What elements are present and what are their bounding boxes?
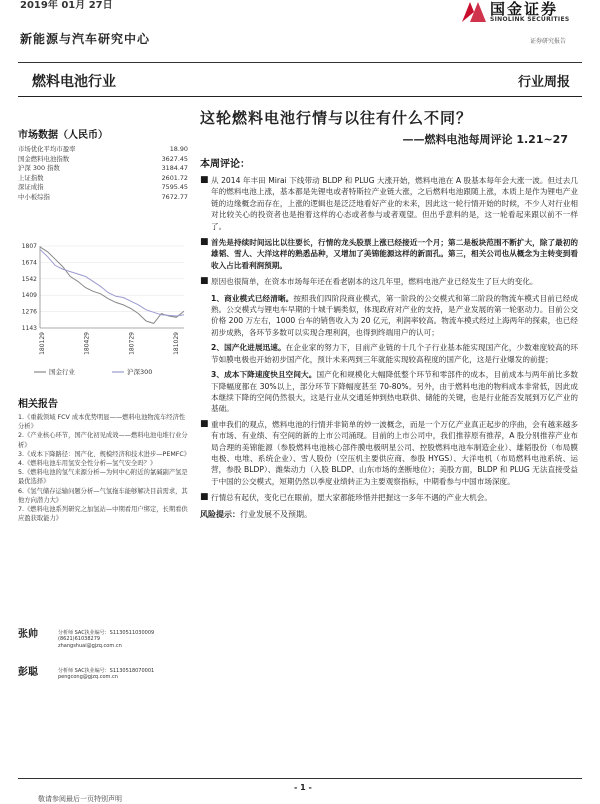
author-phone: (8621)61038279 bbox=[58, 636, 101, 642]
market-value: 2601.72 bbox=[161, 173, 188, 182]
sub-point-text: 按照我们四阶段商业模式，第一阶段的公交模式和第二阶段的物流车模式目前已经成熟。公交模式与锂电车早期的十城千辆类似，体现政府对产业的支持，是产业发展的第一轮驱动力。目前公交价格 200 万左右，1000 台车的销售收入为 20 亿元，利润率较高。物流车模式经过上海两年的探索，也已经初步成熟，各环节多数可以实现合理利润，也得到终端用户的认可； bbox=[211, 293, 578, 337]
market-value: 7672.77 bbox=[161, 192, 188, 201]
bullet-icon: ■ bbox=[200, 418, 209, 429]
market-row bbox=[18, 164, 188, 174]
paragraph-text: 行情总有起伏，变化已在眼前，愿大家都能珍惜并把握这一多年不遇的产业大机会。 bbox=[211, 493, 492, 503]
company-logo bbox=[460, 0, 590, 34]
market-row bbox=[18, 174, 188, 184]
sub-point-title: 2、国产化进展迅速。 bbox=[211, 343, 286, 353]
paragraph bbox=[200, 237, 578, 271]
paragraph bbox=[200, 419, 578, 487]
chart-legend-label: 沪深300 bbox=[127, 368, 153, 376]
bullet-icon: ■ bbox=[200, 237, 209, 248]
market-row bbox=[18, 183, 188, 193]
author-name: 张帅 bbox=[18, 629, 38, 640]
market-row bbox=[18, 193, 188, 203]
author-role: 分析师 SAC执业编号：S1130518070001 bbox=[58, 668, 155, 674]
market-label: 中小板综指 bbox=[18, 192, 50, 201]
header-divider bbox=[18, 62, 582, 63]
report-subtitle: ——燃料电池每周评论 1.21~27 bbox=[402, 133, 568, 146]
related-report-item[interactable]: 6.《氢气储存运输问题分析—气氢拖车能够解决目前需求，其他方向潜力大》 bbox=[18, 487, 188, 504]
paragraph bbox=[200, 276, 578, 287]
market-row bbox=[18, 155, 188, 165]
market-label: 国金燃料电池指数 bbox=[18, 154, 70, 163]
main-content bbox=[200, 155, 578, 521]
report-title: 这轮燃料电池行情与以往有什么不同？ bbox=[200, 109, 473, 127]
author-email[interactable]: pengcong@gjzq.com.cn bbox=[58, 674, 118, 680]
market-data-panel bbox=[18, 126, 188, 203]
paragraph bbox=[200, 492, 578, 503]
related-report-item[interactable]: 1.《重载领域 FCV 成本优势明显——燃料电池物流车经济性分析》 bbox=[18, 414, 186, 431]
author-entry bbox=[18, 663, 190, 701]
footer-disclaimer: 敬请参阅最后一页特别声明 bbox=[38, 795, 122, 803]
chart-y-tick: 1542 bbox=[21, 275, 37, 283]
author-role: 分析师 SAC执业编号：S1130511030009 bbox=[58, 630, 155, 636]
related-report-item[interactable]: 3.《成本下降路径：国产化、规模经济和技术进步—PEMFC》 bbox=[18, 450, 191, 458]
industry-name: 燃料电池行业 bbox=[32, 74, 116, 90]
chart-x-tick: 181029 bbox=[173, 332, 180, 355]
market-value: 3627.45 bbox=[161, 154, 188, 163]
sub-point bbox=[211, 293, 578, 339]
report-type: 行业周报 bbox=[517, 75, 570, 90]
risk-label: 风险提示： bbox=[200, 509, 240, 519]
chart-series-line bbox=[40, 247, 184, 324]
authors-panel bbox=[18, 625, 190, 701]
chart-y-tick: 1807 bbox=[21, 243, 37, 250]
paragraph-text: 重申我们的观点，燃料电池的行情并非简单的炒一波概念，而是一个万亿产业真正起步的序曲，会有越来越多有市场、有业绩、有空间的新的上市公司涌现。目前的上市公司中，我们推荐原有推荐，A 股分别推荐产业布局合理的美锦能源（参股燃料电池核心部件膜电极明星公司、控股燃料电池车制造企业）、雄韬股份（布局膜电极、电堆、系统企业）、雪人股份（空压机主要供应商、参股 HYGS）、大洋电机（布局燃料电池系统、运营，参股 BLDP）、潍柴动力（入股 BLDP、山东市场的垄断地位）；美股方面，BLDP 和 PLUG 无法直接受益于中国的公交模式，短期仍然以季度业绩转正为主要观察指标，中期看参与中国市场深度。 bbox=[211, 419, 578, 486]
footer-divider bbox=[18, 778, 582, 779]
sub-point bbox=[211, 342, 578, 365]
related-report-item[interactable]: 7.《燃料电池系列研究之加氢站—中期看用户绑定，长期看供应盈获取能力》 bbox=[18, 506, 188, 523]
market-row bbox=[18, 145, 188, 155]
index-chart-svg bbox=[14, 240, 190, 385]
market-value: 3184.47 bbox=[161, 164, 188, 173]
chart-legend-label: 国金行业 bbox=[49, 368, 75, 376]
chart-y-tick: 1143 bbox=[21, 325, 37, 332]
chart-x-tick: 180129 bbox=[39, 332, 46, 355]
chart-series-line bbox=[40, 249, 184, 316]
bullet-icon: ■ bbox=[200, 175, 209, 185]
main-heading: 本周评论： bbox=[200, 159, 250, 170]
sub-point bbox=[211, 369, 578, 415]
chart-y-tick: 1276 bbox=[21, 308, 37, 316]
paragraph-text: 从 2014 年丰田 Mirai 下线带动 BLDP 和 PLUG 大涨开始，燃料电池在 A 股基本每年会大涨一波。但过去几年的燃料电池上涨，基本都是先锂电或者特斯拉产业链大涨，之后燃料电池跟随上涨，本质上是作为锂电产业链的边缘概念而存在，上涨的逻辑也是泛泛地看好产业的未来，因此这一轮行情开始的时候，不少人对行业相对比较关心的投资者也是抱着这样的心态或者参与或者观望。但出乎意料的是，这一轮看起来跟以前不一样了。 bbox=[211, 176, 578, 231]
market-value: 7595.45 bbox=[161, 183, 188, 192]
market-data-heading: 市场数据（人民币） bbox=[18, 130, 108, 141]
market-value: 18.90 bbox=[169, 145, 188, 153]
risk-warning bbox=[200, 509, 578, 521]
related-heading: 相关报告 bbox=[18, 399, 58, 410]
title-divider bbox=[18, 96, 582, 97]
author-entry bbox=[18, 625, 190, 663]
market-label: 市场优化平均市盈率 bbox=[18, 145, 76, 153]
paragraph bbox=[200, 175, 578, 232]
market-label: 上证指数 bbox=[18, 173, 44, 182]
market-label: 深证成指 bbox=[18, 183, 44, 192]
bullet-icon: ■ bbox=[200, 276, 209, 287]
logo-subtitle: 证券研究报告 bbox=[530, 38, 567, 45]
bullet-icon: ■ bbox=[200, 492, 209, 503]
logo-en-text: SINOLINK SECURITIES bbox=[490, 16, 570, 23]
logo-cn-text: 国金证券 bbox=[490, 0, 559, 18]
related-report-item[interactable]: 5.《燃料电池的氢气来源分析—为何中心附近的氯碱副产氢是最优选择》 bbox=[18, 469, 188, 486]
chart-y-tick: 1409 bbox=[21, 292, 37, 300]
risk-text: 行业发展不及预期。 bbox=[240, 509, 312, 519]
logo-mark-icon bbox=[460, 0, 488, 24]
paragraph-text: 首先是持续时间远比以往要长，行情的龙头股票上涨已经接近一个月；第二是板块范围不断扩大，除了最初的雄韬、雪人、大洋这样的熟悉品种，又增加了美锦能源这样的新面孔。第三，相关公司也从概念为主转变到看收入占比看利润预期。 bbox=[211, 238, 578, 270]
report-date: 2019年 01月 27日 bbox=[20, 0, 113, 11]
chart-x-tick: 180729 bbox=[128, 332, 136, 355]
sub-point-text: 在企业家的努力下，目前产业链的十几个子行业基本能实现国产化，少数难度较高的环节如膜电极也开始初步国产化，预计未来两到三年就能实现较高程度的国产化，这是行业爆发的前提； bbox=[211, 343, 578, 364]
chart-y-tick: 1674 bbox=[21, 259, 37, 267]
page-number: - 1 - bbox=[294, 783, 312, 792]
chart-x-tick: 180429 bbox=[83, 332, 91, 355]
author-email[interactable]: zhangshuai@gjzq.com.cn bbox=[58, 643, 122, 649]
related-report-item[interactable]: 4.《燃料电池车用氢安全性分析—氢气安全吗？》 bbox=[18, 460, 157, 468]
related-report-item[interactable]: 2.《产业核心环节，国产化初见成效——燃料电池电堆行业分析》 bbox=[18, 432, 188, 449]
paragraph-text: 原因也很简单，在资本市场每年还在看老剧本的这几年里，燃料电池产业已经发生了巨大的变化。 bbox=[211, 277, 538, 287]
sub-point-title: 3、成本下降速度快且空间大。 bbox=[211, 370, 317, 380]
market-label: 沪深 300 指数 bbox=[18, 164, 60, 173]
sub-point-text: 国产化和规模化大幅降低整个环节和零部件的成本，目前成本与两年前比多数下降幅度都在 30%以上，部分环节下降幅度甚至 70-80%。另外，由于燃料电池的物料成本非常低，因此成本继续下降的空间仍然很大，这是行业从交通延伸到热电联供、储能的关键，也是行业能否发展到万亿产业的基础。 bbox=[211, 370, 578, 414]
department-name: 新能源与汽车研究中心 bbox=[20, 32, 151, 46]
sub-point-title: 1、商业模式已经清晰。 bbox=[211, 293, 294, 303]
index-chart bbox=[14, 240, 190, 385]
author-name: 彭聪 bbox=[18, 667, 38, 678]
related-reports bbox=[18, 395, 190, 523]
